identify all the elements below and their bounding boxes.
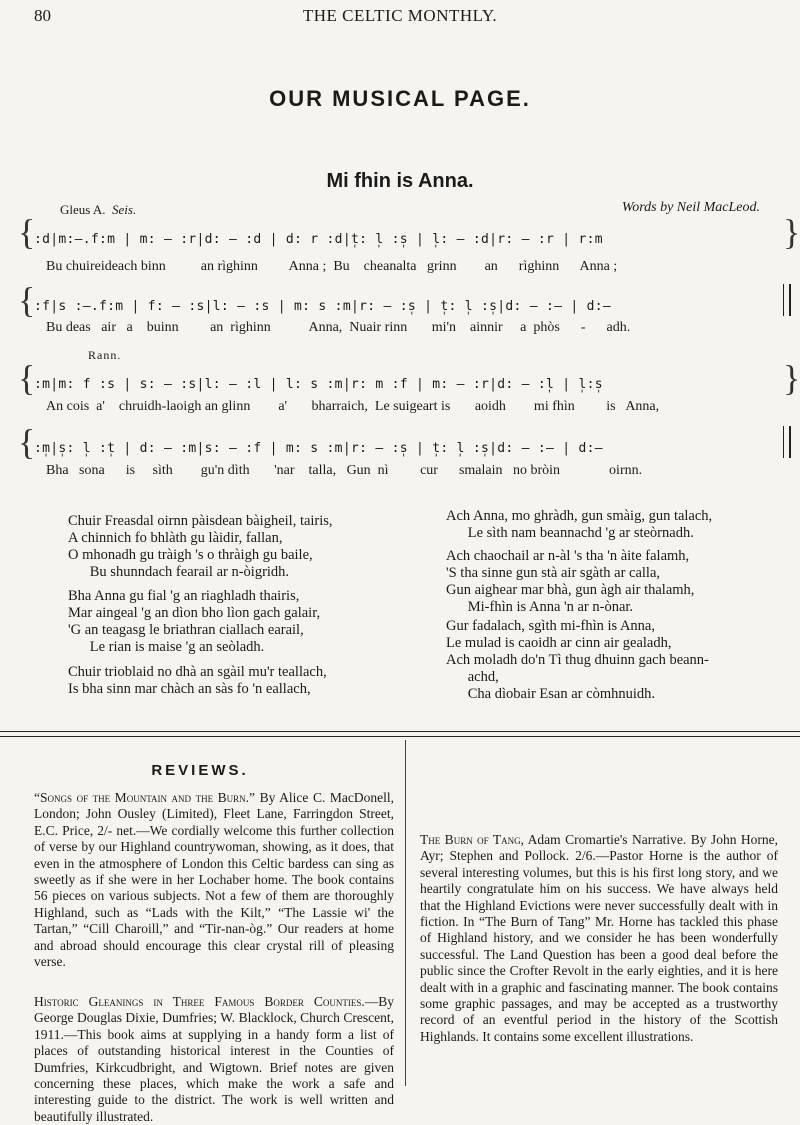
stave-notes-3: :m|m: f :s | s: — :s|l: — :l | l: s :m|r: m :f | m: — :r|d: — :l̩ | l̩:s̩ [34, 377, 603, 392]
review-historic-gleanings [34, 994, 394, 1125]
column-rule [405, 740, 406, 1086]
running-head: THE CELTIC MONTHLY. [302, 6, 498, 25]
review-title: The Burn of Tang, [420, 832, 524, 847]
stave-notes-1: :d|m:—.f:m | m: — :r|d: — :d | d: r :d|t̩: l̩ :s̩ | l̩: — :d|r: — :r | r:m [34, 232, 603, 247]
review-title: Historic Gleanings in Three Famous Border Counties. [34, 994, 365, 1009]
page-number: 80 [34, 6, 51, 25]
verse-left-3: Chuir trioblaid no dhà an sgàil mu'r teallach, Is bha sinn mar chàch an sàs fo 'n eallach, [68, 664, 327, 697]
verse-right-3: Gur fadalach, sgìth mi-fhìn is Anna, Le mulad is caoidh ar cinn air gealadh, Ach moladh do'n Tì thug dhuinn gach beann- achd, Cha dìobair Esan ar còmhnuidh. [446, 618, 709, 702]
stave-brace: { [18, 280, 36, 320]
review-body: —By George Douglas Dixie, Dumfries; W. Blacklock, Church Crescent, 1911.—This book aims at supplying in a handy form a list of places of outstanding historical interest in the Counties of Dumfries, Kirkcudbright, and Wigtown. Brief notes are given concerning these places, which make the work a safe and interesting guide to the district. The work is well written and beautifully illustrated. [34, 994, 394, 1124]
song-title: Mi fhin is Anna. [326, 170, 474, 192]
song-key-line [60, 202, 136, 218]
review-burn-of-tang [420, 832, 778, 1045]
song-tempo: Seis. [112, 202, 137, 217]
review-body: By Alice C. MacDonell, London; John Ousley (Limited), Fleet Lane, Farringdon Street, E.C. Price, 2/- net.—We cordially welcome this further collection of verse by our Highland countrywoman, showing, as it does, that even in the atmosphere of London this Celtic bardess can sing as sweetly as if she were in her Lochaber home. The book contains 56 pieces on various subjects. Not a few of them are thoroughly Highland, such as “Lads with the Kilt,” “The Lassie wi' the Tartan,” “Cill Charoill,” and “Tir-nan-òg.” Our readers at home and abroad should encourage this clear crystal rill of pleasing verse. [34, 790, 394, 970]
stave-brace: { [18, 422, 36, 462]
verse-right-2: Ach chaochail ar n-àl 's tha 'n àite falamh, 'S tha sinne gun stà air sgàth ar calla, Gun aighear mar bhà, gun àgh air thalamh, Mi-fhìn is Anna 'n ar n-ònar. [446, 548, 695, 615]
stave-brace: } [783, 212, 800, 252]
stave-lyrics-2: Bu deas air a buinn an rìghinn Anna, Nuair rinn mi'n ainnir a phòs - adh. [46, 320, 631, 335]
verse-left-1: Chuir Freasdal oirnn pàisdean bàigheil, tairis, A chinnich fo bhlàth gu làidir, fallan, O mhonadh gu tràigh 's o thràigh gu baile, Bu shunndach fearail ar n-òigridh. [68, 513, 333, 580]
divider-rule [0, 731, 800, 732]
song-key: Gleus A. [60, 202, 106, 217]
stave-lyrics-3: An cois a' chruidh-laoigh an glinn a' bharraich, Le suigeart is aoidh mi fhìn is Anna, [46, 399, 660, 414]
reviews-heading: REVIEWS. [151, 762, 249, 779]
stave-notes-2: :f|s :—.f:m | f: — :s|l: — :s | m: s :m|r: — :s̩ | t̩: l̩ :s̩|d: — :— | d:— [34, 299, 611, 314]
review-songs-of-the-mountain [34, 790, 394, 970]
song-credit: Words by Neil MacLeod. [621, 200, 760, 215]
verse-right-1: Ach Anna, mo ghràdh, gun smàig, gun talach, Le sìth nam beannachd 'g ar steòrnadh. [446, 508, 713, 541]
verse-left-2: Bha Anna gu fial 'g an riaghladh thairis, Mar aingeal 'g an dìon bho lìon gach galair, 'G an teagasg le briathran ciallach earail, Le rian is maise 'g an seòladh. [68, 588, 321, 655]
stave-notes-4: :m̩|s̩: l̩ :t̩ | d: — :m|s: — :f | m: s :m|r: — :s̩ | t̩: l̩ :s̩|d: — :— | d:— [34, 441, 603, 456]
stave-brace: { [18, 212, 36, 252]
review-title: “Songs of the Mountain and the Burn.” [34, 790, 256, 805]
stave-brace: { [18, 358, 36, 398]
section-title: OUR MUSICAL PAGE. [269, 86, 531, 111]
stave-brace: } [783, 358, 800, 398]
stave-lyrics-1: Bu chuireideach binn an rìghinn Anna ; Bu cheanalta grinn an rìghinn Anna ; [46, 259, 618, 274]
final-barline [783, 284, 791, 316]
final-barline [783, 426, 791, 458]
divider-rule [0, 736, 800, 737]
rann-label: Rann. [88, 348, 122, 362]
stave-lyrics-4: Bha sona is sìth gu'n dìth 'nar talla, Gun nì cur smalain no bròin oirnn. [46, 463, 643, 478]
review-body: Adam Cromartie's Narrative. By John Horne, Ayr; Stephen and Pollock. 2/6.—Pastor Horne is the author of several interesting volumes, but this is his first long story, and we heartily congratulate him on his success. We have always held that the Highland Evictions were never successfully dealt with in fiction. In “The Burn of Tang” Mr. Horne has tackled this phase of Highland history, and we consider he has been wonderfully successful. The Land Question has been a good deal before the public since the Crofter Revolt in the early eighties, and it is here dealt with in a graphic and fascinating manner. The book contains some graphic passages, and may be accepted as a trustworthy record of an eventful period in the history of the Scottish Highlands. It contains some excellent illustrations. [420, 832, 778, 1044]
